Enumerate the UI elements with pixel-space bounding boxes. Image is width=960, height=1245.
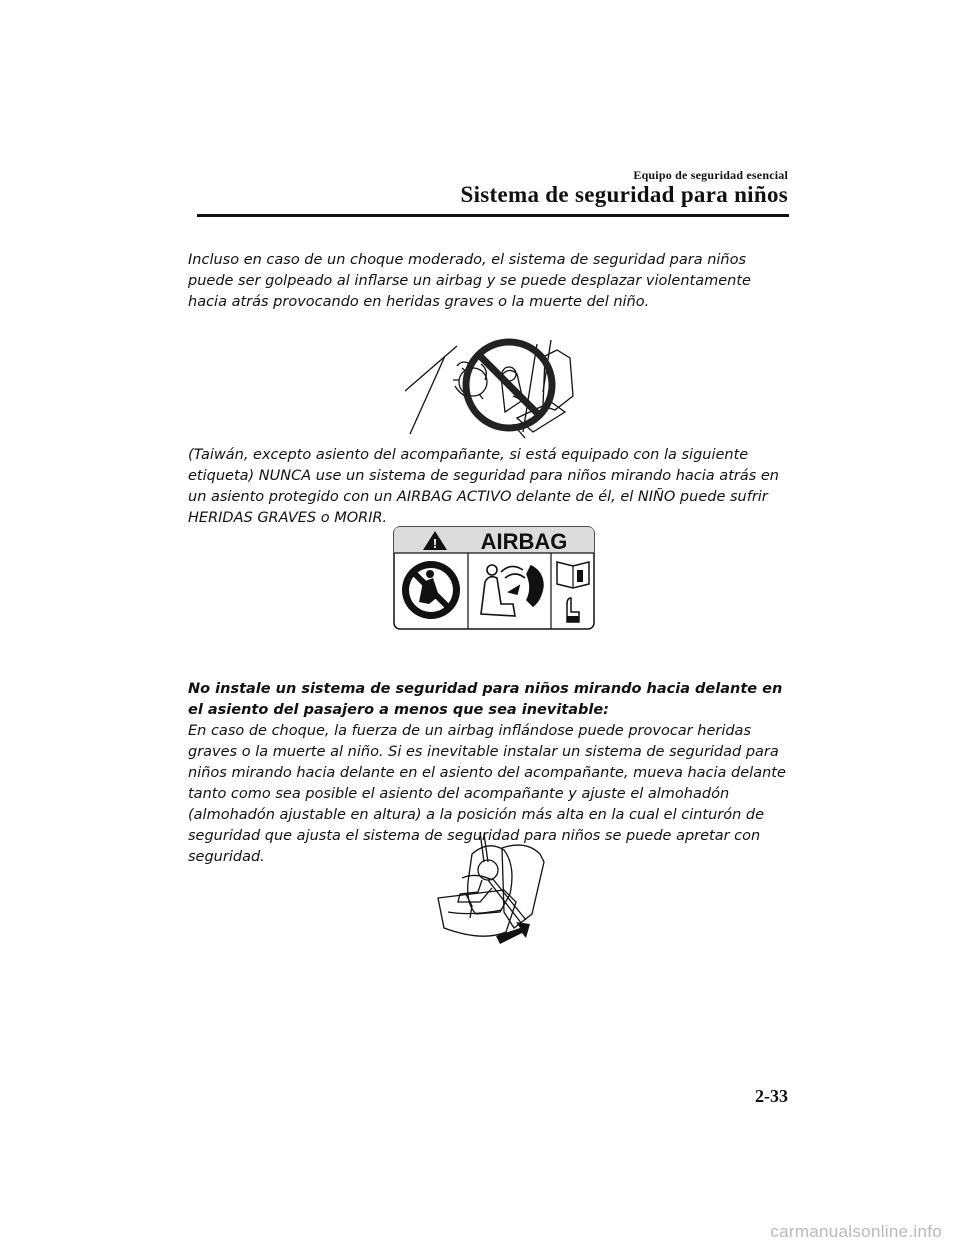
- airbag-label-title: AIRBAG: [480, 529, 568, 554]
- paragraph-forward-facing-heading: No instale un sistema de seguridad para niños mirando hacia delante en el asiento del pasajero a menos que sea inevitable:: [188, 681, 783, 718]
- section-title: Sistema de seguridad para niños: [460, 182, 788, 207]
- paragraph-forward-facing-body: En caso de choque, la fuerza de un airbag inflándose puede provocar heridas graves o la muerte al niño. Si es inevitable instalar un sistema de seguridad para niños mirando hacia delante en el asiento del acompañante, mueva hacia delante tanto como sea posible el asiento del acompañante y ajuste el almohadón (almohadón ajustable en altura) a la posición más alta en la cual el cinturón de seguridad que ajusta el sistema de seguridad para niños se puede apretar con seguridad.: [188, 723, 786, 865]
- paragraph-taiwan-warning: (Taiwán, excepto asiento del acompañante, si está equipado con la siguiente etiqueta) NUNCA use un sistema de seguridad para niños mirando hacia atrás en un asiento protegido con un AIRBAG ACTIVO delante de él, el NIÑO puede sufrir HERIDAS GRAVES o MORIR.: [188, 447, 779, 526]
- no-child-seat-icon: [402, 561, 460, 619]
- prohibited-rear-facing-seat-illustration: [405, 336, 585, 440]
- forward-seat-illustration: [432, 832, 550, 948]
- airbag-warning-label: [393, 526, 595, 630]
- paragraph-airbag-impact: Incluso en caso de un choque moderado, el sistema de seguridad para niños puede ser golpeado al inflarse un airbag y se puede desplazar violentamente hacia atrás provocando en heridas graves o la muerte del niño.: [188, 252, 751, 310]
- section-label: Equipo de seguridad esencial: [633, 168, 788, 182]
- page-number: 2-33: [755, 1086, 788, 1106]
- warning-glyph: !: [432, 536, 438, 551]
- watermark: carmanualsonline.info: [770, 1222, 942, 1241]
- header-rule: [197, 214, 789, 217]
